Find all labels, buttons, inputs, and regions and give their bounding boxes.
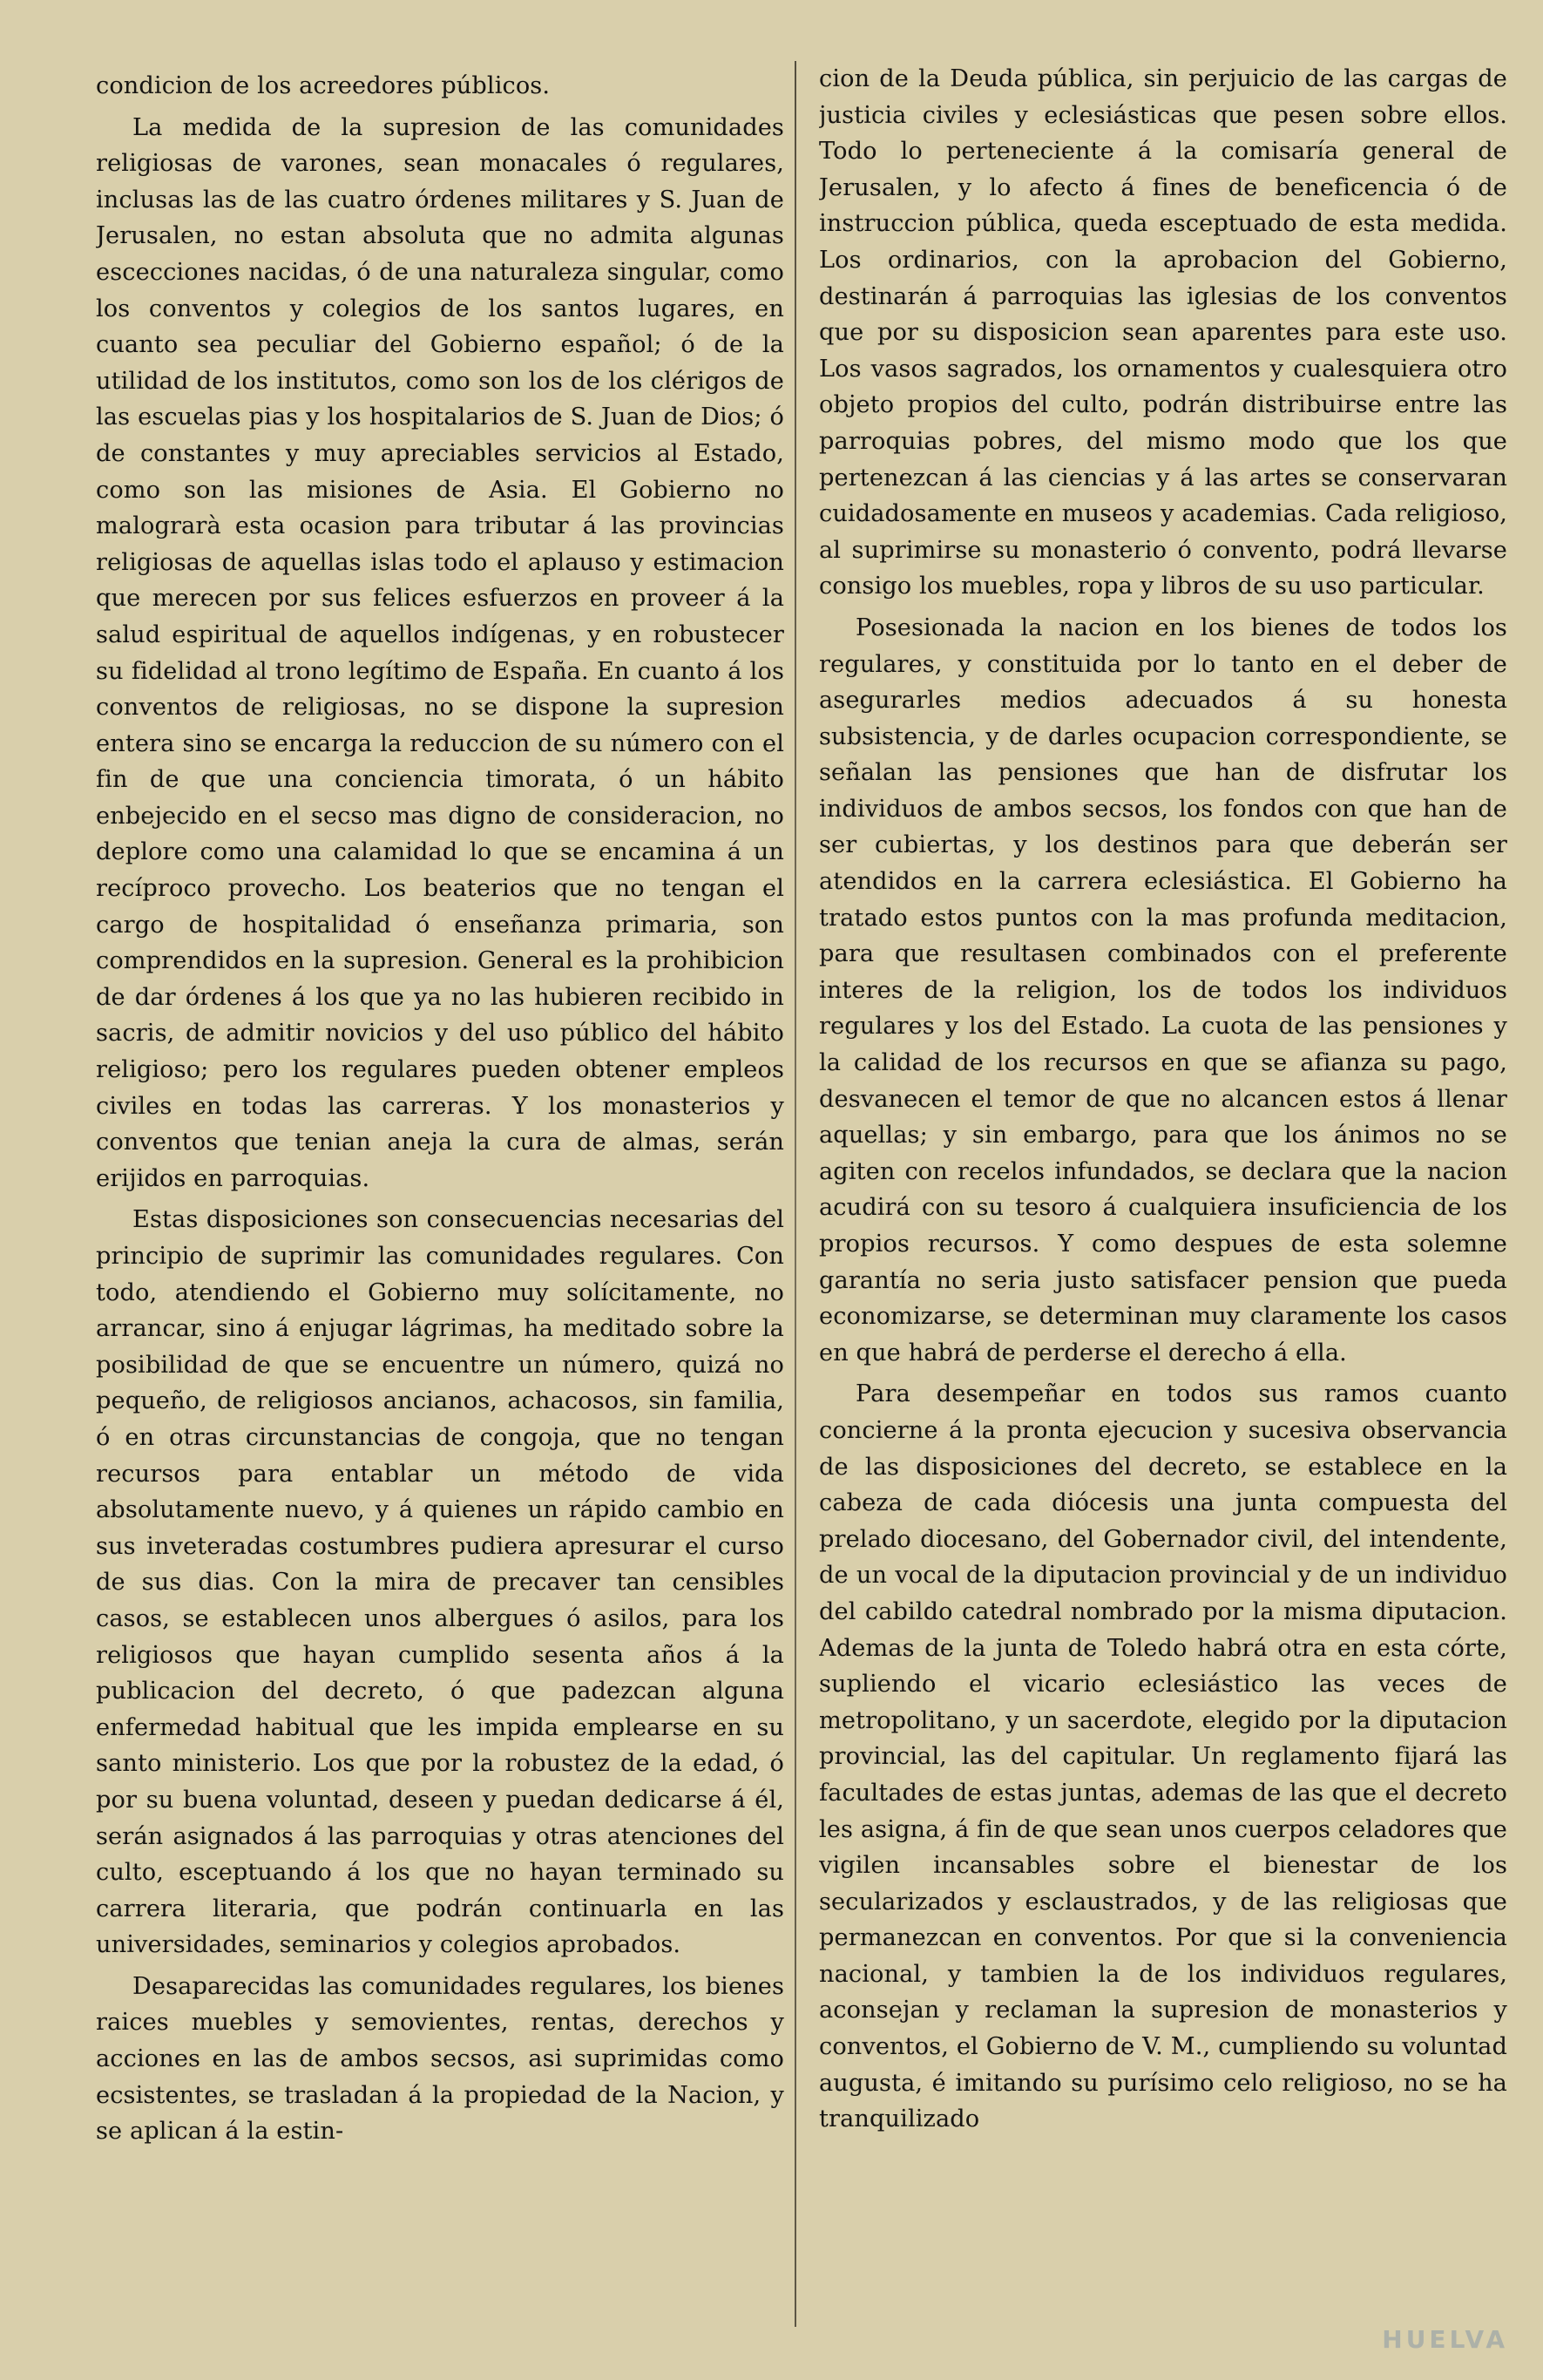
archive-watermark: HUELVA — [1382, 2325, 1508, 2354]
paragraph: Desaparecidas las comunidades regulares, los bienes raices muebles y semovientes, rentas, derechos y acciones en las de ambos secsos, asi suprimidas como ecsistentes, se trasladan á la propiedad de la Nacion, y se aplican á la estin- — [96, 1972, 784, 2146]
paragraph: Para desempeñar en todos sus ramos cuanto concierne á la pronta ejecucion y sucesiva observancia de las disposiciones del decreto, se establece en la cabeza de cada diócesis una junta compuesta del prelado diocesano, del Gobernador civil, del intendente, de un vocal de la diputacion provincial y de un individuo del cabildo catedral nombrado por la misma diputacion. Ademas de la junta de Toledo habrá otra en esta córte, supliendo el vicario eclesiástico las veces de metropolitano, y un sacerdote, elegido por la diputacion provincial, las del capitular. Un reglamento fijará las facultades de estas juntas, ademas de las que el decreto les asigna, á fin de que sean unos cuerpos celadores que vigilen incansables sobre el bienestar de los secularizados y esclaustrados, y de las religiosas que permanezcan en conventos. Por que si la conveniencia nacional, y tambien la de los individuos regulares, aconsejan y reclaman la supresion de monasterios y conventos, el Gobierno de V. M., cumpliendo su voluntad augusta, é imitando su purísimo celo religioso, no se ha tranquilizado — [819, 1380, 1507, 2133]
paragraph: Estas disposiciones son consecuencias necesarias del principio de suprimir las comunidades regulares. Con todo, atendiendo el Gobierno muy solícitamente, no arrancar, sino á enjugar lágrimas, ha meditado sobre la posibilidad de que se encuentre un número, quizá no pequeño, de religiosos ancianos, achacosos, sin familia, ó en otras circunstancias de congoja, que no tengan recursos para entablar un método de vida absolutamente nuevo, y á quienes un rápido cambio en sus inveteradas costumbres pudiera apresurar el curso de sus dias. Con la mira de precaver tan censibles casos, se establecen unos albergues ó asilos, para los religiosos que hayan cumplido sesenta años á la publicacion del decreto, ó que padezcan alguna enfermedad habitual que les impida emplearse en su santo ministerio. Los que por la robustez de la edad, ó por su buena voluntad, deseen y puedan dedicarse á él, serán asignados á las parroquias y otras atenciones del culto, esceptuando á los que no hayan terminado su carrera literaria, que podrán continuarla en las universidades, seminarios y colegios aprobados. — [96, 1206, 784, 1959]
paragraph: La medida de la supresion de las comunidades religiosas de varones, sean monacales ó regulares, inclusas las de las cuatro órdenes militares y S. Juan de Jerusalen, no estan absoluta que no admita algunas escecciones nacidas, ó de una naturaleza singular, como los conventos y colegios de los santos lugares, en cuanto sea peculiar del Gobierno español; ó de la utilidad de los institutos, como son los de los clérigos de las escuelas pias y los hospitalarios de S. Juan de Dios; ó de constantes y muy apreciables servicios al Estado, como son las misiones de Asia. El Gobierno no malograrà esta ocasion para tributar á las provincias religiosas de aquellas islas todo el aplauso y estimacion que merecen por sus felices esfuerzos en proveer á la salud espiritual de aquellos indígenas, y en robustecer su fidelidad al trono legítimo de España. En cuanto á los conventos de religiosas, no se dispone la supresion entera sino se encarga la reduccion de su número con el fin de que una conciencia timorata, ó un hábito enbejecido en el secso mas digno de consideracion, no deplore como una calamidad lo que se encamina á un recíproco provecho. Los beaterios que no tengan el cargo de hospitalidad ó enseñanza primaria, son comprendidos en la supresion. General es la prohibicion de dar órdenes á los que ya no las hubieren recibido in sacris, de admitir novicios y del uso público del hábito religioso; pero los regulares pueden obtener empleos civiles en todas las carreras. Y los monasterios y conventos que tenian aneja la cura de almas, serán erijidos en parroquias. — [96, 113, 784, 1192]
paragraph: condicion de los acreedores públicos. — [96, 72, 551, 99]
left-column — [96, 68, 784, 2334]
paragraph: cion de la Deuda pública, sin perjuicio de las cargas de justicia civiles y eclesiásticas que pesen sobre ellos. Todo lo perteneciente á la comisaría general de Jerusalen, y lo afecto á fines de beneficencia ó de instruccion pública, queda esceptuado de esta medida. Los ordinarios, con la aprobacion del Gobierno, destinarán á parroquias las iglesias de los conventos que por su disposicion sean aparentes para este uso. Los vasos sagrados, los ornamentos y cualesquiera otro objeto propios del culto, podrán distribuirse entre las parroquias pobres, del mismo modo que los que pertenezcan á las ciencias y á las artes se conservaran cuidadosamente en museos y academias. Cada religioso, al suprimirse su monasterio ó convento, podrá llevarse consigo los muebles, ropa y libros de su uso particular. — [819, 65, 1507, 600]
paragraph: Posesionada la nacion en los bienes de todos los regulares, y constituida por lo tanto en el deber de asegurarles medios adecuados á su honesta subsistencia, y de darles ocupacion correspondiente, se señalan las pensiones que han de disfrutar los individuos de ambos secsos, los fondos con que han de ser cubiertas, y los destinos para que deberán ser atendidos en la carrera eclesiástica. El Gobierno ha tratado estos puntos con la mas profunda meditacion, para que resultasen combinados con el preferente interes de la religion, los de todos los individuos regulares y los del Estado. La cuota de las pensiones y la calidad de los recursos en que se afianza su pago, desvanecen el temor de que no alcancen estos á llenar aquellas; y sin embargo, para que los ánimos no se agiten con recelos infundados, se declara que la nacion acudirá con su tesoro á cualquiera insuficiencia de los propios recursos. Y como despues de esta solemne garantía no seria justo satisfacer pension que pueda economizarse, se determinan muy claramente los casos en que habrá de perderse el derecho á ella. — [819, 614, 1507, 1366]
column-divider — [795, 61, 796, 2327]
right-column — [819, 61, 1507, 2327]
